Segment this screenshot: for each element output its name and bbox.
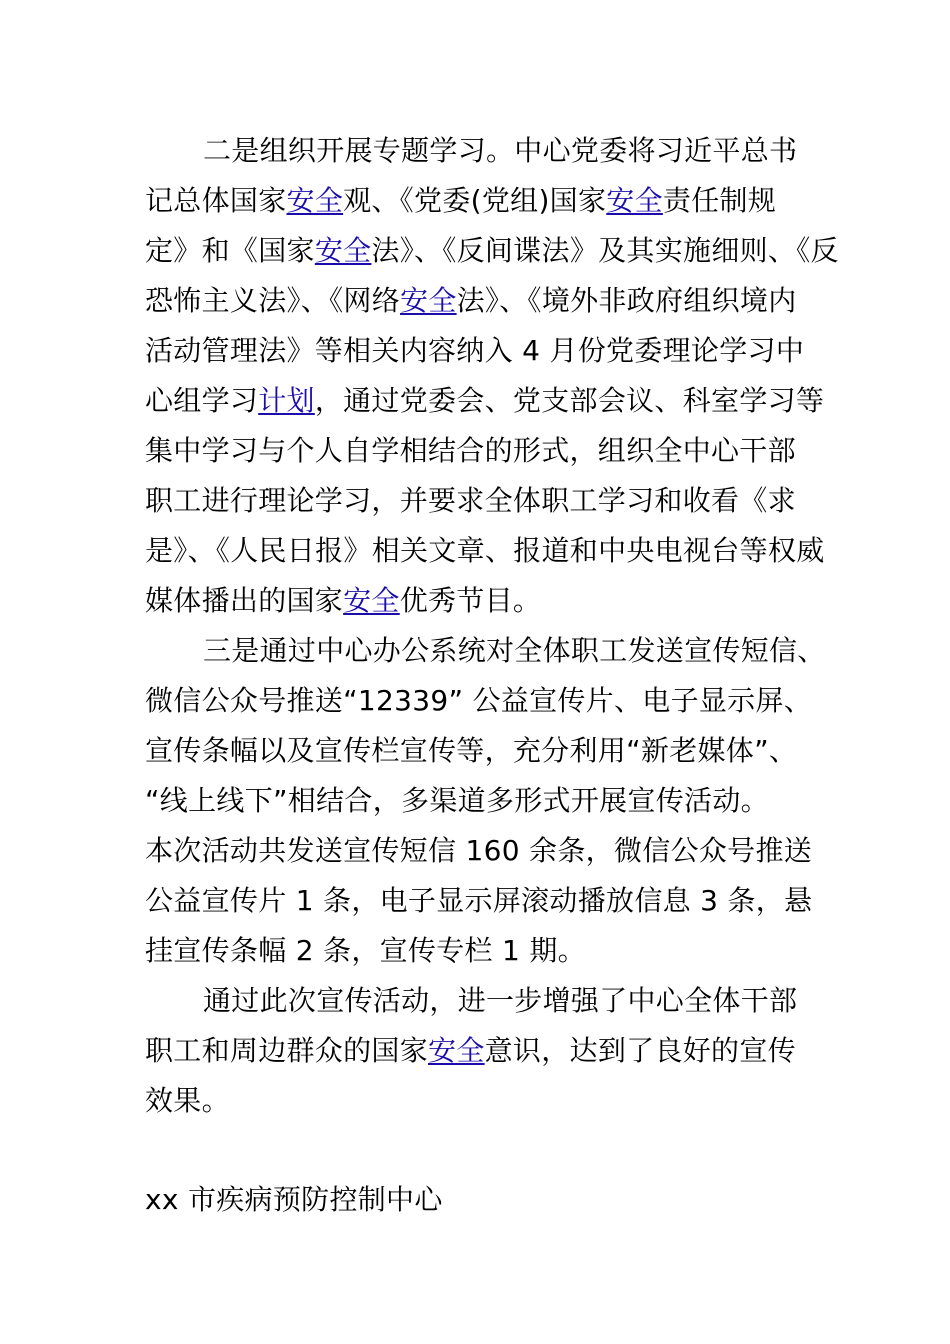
text-span: 法》、《境外非政府组织境内 [456,284,797,317]
text-span: 职工进行理论学习，并要求全体职工学习和收看《求 [145,484,796,517]
text-span: 宣传条幅以及宣传栏宣传等，充分利用“新老媒体”、 [145,734,798,767]
text-span: 观、《党委(党组)国家 [343,184,607,217]
text-line [145,1083,230,1119]
signature: xx 市疾病预防控制中心 [145,1183,443,1216]
text-line [145,283,797,319]
text-span: 三是通过中心办公系统对全体职工发送宣传短信、 [203,634,826,667]
text-span: 媒体播出的国家 [145,584,344,617]
text-span: 优秀节目。 [399,584,542,617]
text-span: 二是组织开展专题学习。中心党委将习近平总书 [203,134,798,167]
text-span: 意识，达到了良好的宣传 [484,1034,796,1067]
keyword-link[interactable]: 安全 [314,234,372,267]
text-line [145,533,825,569]
text-line [145,183,776,219]
text-line [145,883,812,919]
text-span: 效果。 [145,1084,230,1117]
text-span: 通过此次宣传活动，进一步增强了中心全体干部 [203,984,798,1017]
keyword-link[interactable]: 安全 [428,1034,485,1067]
text-span: 记总体国家 [145,184,287,217]
text-span: 本次活动共发送宣传短信 160 余条，微信公众号推送 [145,834,813,867]
text-span: ，通过党委会、党支部会议、科室学习等 [314,384,825,417]
keyword-link[interactable]: 安全 [286,184,344,217]
text-span: 微信公众号推送“12339” 公益宣传片、电子显示屏、 [145,684,813,717]
text-line [145,1033,796,1069]
text-span: 公益宣传片 1 条，电子显示屏滚动播放信息 3 条，悬 [145,884,813,917]
text-line [145,583,541,619]
text-line [145,433,796,469]
text-span: “线上线下”相结合，多渠道多形式开展宣传活动。 [145,784,769,817]
text-line [203,133,797,169]
text-line [145,833,812,869]
text-span: 心组学习 [145,384,259,417]
text-line [145,733,797,769]
keyword-link[interactable]: 安全 [400,284,457,317]
text-span: 挂宣传条幅 2 条，宣传专栏 1 期。 [145,934,586,967]
text-line [145,233,839,269]
keyword-link[interactable]: 计划 [258,384,315,417]
text-line [145,483,796,519]
text-line [203,983,797,1019]
text-line [203,633,826,669]
keyword-link[interactable]: 安全 [343,584,400,617]
text-span: 法》、《反间谍法》及其实施细则、《反 [371,234,839,267]
text-line [145,333,804,369]
text-span: 责任制规 [662,184,777,217]
keyword-link[interactable]: 安全 [606,184,663,217]
text-span: 活动管理法》等相关内容纳入 4 月份党委理论学习中 [145,334,805,367]
text-span: 职工和周边群众的国家 [145,1034,429,1067]
text-line [145,783,769,819]
text-line [145,683,812,719]
text-span: 是》、《人民日报》相关文章、报道和中央电视台等权威 [145,534,825,567]
text-line [145,933,586,969]
text-line [145,383,824,419]
text-span: 定》和《国家 [145,234,315,267]
text-span: 恐怖主义法》、《网络 [145,284,401,317]
text-span: 集中学习与个人自学相结合的形式，组织全中心干部 [145,434,796,467]
